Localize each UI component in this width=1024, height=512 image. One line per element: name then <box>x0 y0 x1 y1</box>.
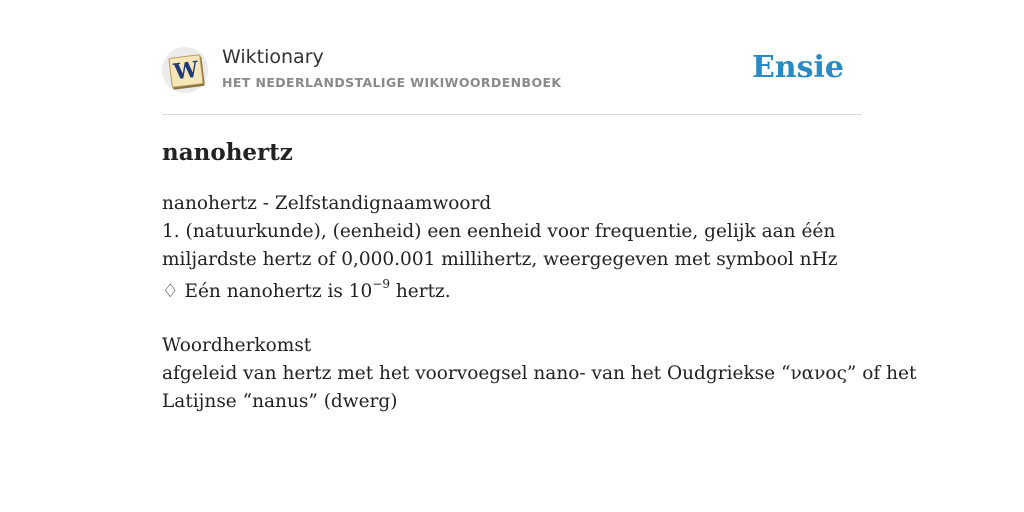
definition-line-2: miljardste hertz of 0,000.001 millihertz, weergegeven met symbool nHz <box>162 249 838 270</box>
definition-block <box>162 190 882 306</box>
logo-letter: W <box>172 56 200 86</box>
example-exponent: −9 <box>372 277 391 291</box>
example-text: ♢ Eén nanohertz is 10 <box>162 281 373 302</box>
etymology-line-2: Latijnse “nanus” (dwerg) <box>162 391 398 412</box>
site-header <box>162 44 862 115</box>
example-text-end: hertz. <box>390 281 451 302</box>
etymology-block <box>162 332 917 416</box>
example-sentence <box>162 278 882 306</box>
etymology-line-1: afgeleid van hertz met het voorvoegsel nano- van het Oudgriekse “νανος” of het <box>162 363 917 384</box>
site-title[interactable]: Wiktionary <box>222 46 324 68</box>
definition-line-1: 1. (natuurkunde), (eenheid) een eenheid voor frequentie, gelijk aan één <box>162 221 836 242</box>
entry-content <box>162 138 917 416</box>
wiktionary-logo-icon[interactable] <box>162 47 208 93</box>
entry-heading: nanohertz - Zelfstandignaamwoord <box>162 193 492 214</box>
page-title: nanohertz <box>162 139 293 166</box>
etymology-heading: Woordherkomst <box>162 335 312 356</box>
logo-tile <box>168 54 203 88</box>
site-subtitle: HET NEDERLANDSTALIGE WIKIWOORDENBOEK <box>222 75 562 90</box>
ensie-brand-link[interactable]: Ensie <box>751 50 844 85</box>
